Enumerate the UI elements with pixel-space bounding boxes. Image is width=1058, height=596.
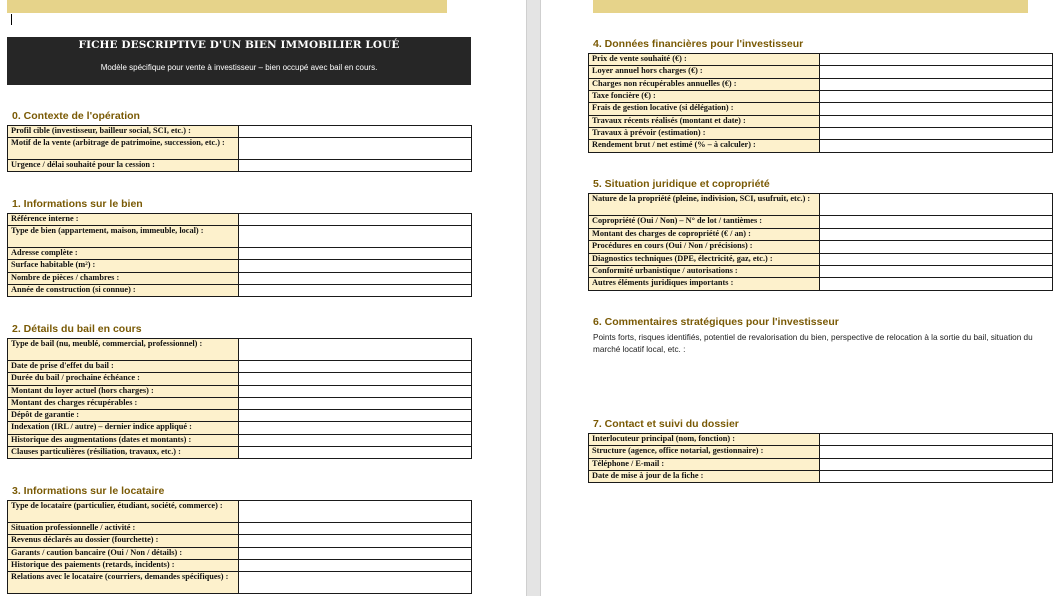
field-value[interactable]: [820, 471, 1053, 483]
header-accent-bar: [593, 0, 1028, 13]
field-label: Revenus déclarés au dossier (fourchette) :: [8, 535, 239, 548]
section-title-legal: 5. Situation juridique et copropriété: [593, 178, 770, 190]
field-value[interactable]: [239, 447, 472, 459]
table-context: [7, 125, 472, 172]
page-gutter: [526, 0, 541, 596]
field-value[interactable]: [239, 214, 472, 226]
field-label: Copropriété (Oui / Non) – N° de lot / tantièmes :: [589, 216, 820, 229]
table-lease: [7, 338, 472, 459]
field-label: Type de bail (nu, meublé, commercial, professionnel) :: [8, 339, 239, 361]
field-label: Montant des charges de copropriété (€ / an) :: [589, 229, 820, 241]
field-label: Motif de la vente (arbitrage de patrimoine, succession, etc.) :: [8, 138, 239, 160]
field-label: Travaux à prévoir (estimation) :: [589, 128, 820, 140]
document-page-left: [0, 0, 526, 596]
field-label: Structure (agence, office notarial, gestionnaire) :: [589, 446, 820, 459]
field-value[interactable]: [239, 435, 472, 447]
comments-instructions: Points forts, risques identifiés, potentiel de revalorisation du bien, perspective de relocation à la sortie du bail, situation du marché locatif local, etc. :: [593, 333, 1033, 354]
field-value[interactable]: [820, 116, 1053, 128]
section-title-financial: 4. Données financières pour l'investisseur: [593, 38, 804, 50]
field-value[interactable]: [239, 410, 472, 422]
section-title-comments: 6. Commentaires stratégiques pour l'investisseur: [593, 316, 839, 328]
table-legal: [588, 193, 1053, 291]
field-value[interactable]: [239, 572, 472, 594]
text-cursor: [11, 14, 12, 25]
document-page-right: [541, 0, 1058, 596]
field-value[interactable]: [239, 373, 472, 386]
field-label: Taxe foncière (€) :: [589, 91, 820, 103]
field-value[interactable]: [239, 398, 472, 410]
field-label: Montant des charges récupérables :: [8, 398, 239, 410]
field-value[interactable]: [820, 216, 1053, 229]
field-label: Profil cible (investisseur, bailleur social, SCI, etc.) :: [8, 126, 239, 138]
field-label: Frais de gestion locative (si délégation) :: [589, 103, 820, 116]
field-label: Autres éléments juridiques importants :: [589, 278, 820, 291]
field-label: Rendement brut / net estimé (% – à calculer) :: [589, 140, 820, 153]
table-financial: [588, 53, 1053, 153]
field-label: Type de locataire (particulier, étudiant, société, commerce) :: [8, 501, 239, 523]
field-label: Nombre de pièces / chambres :: [8, 273, 239, 285]
field-value[interactable]: [239, 548, 472, 560]
field-label: Relations avec le locataire (courriers, demandes spécifiques) :: [8, 572, 239, 594]
document-subtitle: Modèle spécifique pour vente à investisseur – bien occupé avec bail en cours.: [100, 63, 378, 72]
field-value[interactable]: [239, 273, 472, 285]
field-value[interactable]: [820, 266, 1053, 278]
field-value[interactable]: [239, 260, 472, 273]
field-label: Historique des paiements (retards, incidents) :: [8, 560, 239, 572]
field-label: Montant du loyer actuel (hors charges) :: [8, 386, 239, 398]
field-value[interactable]: [239, 422, 472, 435]
table-tenant: [7, 500, 472, 594]
field-label: Loyer annuel hors charges (€) :: [589, 66, 820, 79]
header-accent-bar: [7, 0, 447, 13]
title-banner: [7, 37, 471, 85]
field-label: Clauses particulières (résiliation, travaux, etc.) :: [8, 447, 239, 459]
field-label: Procédures en cours (Oui / Non / précisions) :: [589, 241, 820, 254]
field-label: Prix de vente souhaité (€) :: [589, 54, 820, 66]
field-value[interactable]: [239, 285, 472, 297]
section-title-property: 1. Informations sur le bien: [12, 198, 143, 210]
field-value[interactable]: [239, 386, 472, 398]
document-title: FICHE DESCRIPTIVE D'UN BIEN IMMOBILIER LOUÉ: [78, 39, 400, 51]
field-label: Type de bien (appartement, maison, immeuble, local) :: [8, 226, 239, 248]
section-title-tenant: 3. Informations sur le locataire: [12, 485, 165, 497]
field-label: Date de prise d'effet du bail :: [8, 361, 239, 373]
field-label: Conformité urbanistique / autorisations :: [589, 266, 820, 278]
field-value[interactable]: [820, 103, 1053, 116]
field-value[interactable]: [820, 66, 1053, 79]
field-label: Urgence / délai souhaité pour la cession :: [8, 160, 239, 172]
field-value[interactable]: [820, 79, 1053, 91]
field-label: Situation professionnelle / activité :: [8, 523, 239, 535]
field-label: Diagnostics techniques (DPE, électricité, gaz, etc.) :: [589, 254, 820, 266]
field-value[interactable]: [239, 248, 472, 260]
table-contact: [588, 433, 1053, 483]
field-value[interactable]: [239, 523, 472, 535]
field-label: Téléphone / E-mail :: [589, 459, 820, 471]
field-label: Année de construction (si connue) :: [8, 285, 239, 297]
section-title-contact: 7. Contact et suivi du dossier: [593, 418, 739, 430]
field-label: Durée du bail / prochaine échéance :: [8, 373, 239, 386]
field-label: Historique des augmentations (dates et montants) :: [8, 435, 239, 447]
section-title-context: 0. Contexte de l'opération: [12, 110, 140, 122]
section-title-lease: 2. Détails du bail en cours: [12, 323, 142, 335]
field-value[interactable]: [239, 361, 472, 373]
field-value[interactable]: [239, 535, 472, 548]
field-label: Surface habitable (m²) :: [8, 260, 239, 273]
field-value[interactable]: [820, 254, 1053, 266]
field-value[interactable]: [239, 226, 472, 248]
field-value[interactable]: [820, 229, 1053, 241]
field-label: Adresse complète :: [8, 248, 239, 260]
field-value[interactable]: [820, 434, 1053, 446]
field-value[interactable]: [239, 160, 472, 172]
field-value[interactable]: [239, 339, 472, 361]
field-value[interactable]: [820, 91, 1053, 103]
field-value[interactable]: [820, 140, 1053, 153]
field-label: Dépôt de garantie :: [8, 410, 239, 422]
field-value[interactable]: [239, 560, 472, 572]
field-label: Charges non récupérables annuelles (€) :: [589, 79, 820, 91]
field-label: Date de mise à jour de la fiche :: [589, 471, 820, 483]
field-value[interactable]: [239, 501, 472, 523]
field-value[interactable]: [239, 126, 472, 138]
field-label: Indexation (IRL / autre) – dernier indice appliqué :: [8, 422, 239, 435]
field-value[interactable]: [820, 194, 1053, 216]
table-property: [7, 213, 472, 297]
field-label: Référence interne :: [8, 214, 239, 226]
field-label: Interlocuteur principal (nom, fonction) :: [589, 434, 820, 446]
field-label: Nature de la propriété (pleine, indivision, SCI, usufruit, etc.) :: [589, 194, 820, 216]
field-value[interactable]: [239, 138, 472, 160]
field-value[interactable]: [820, 446, 1053, 459]
field-label: Travaux récents réalisés (montant et date) :: [589, 116, 820, 128]
field-value[interactable]: [820, 459, 1053, 471]
field-label: Garants / caution bancaire (Oui / Non / détails) :: [8, 548, 239, 560]
field-value[interactable]: [820, 54, 1053, 66]
field-value[interactable]: [820, 128, 1053, 140]
field-value[interactable]: [820, 241, 1053, 254]
field-value[interactable]: [820, 278, 1053, 291]
